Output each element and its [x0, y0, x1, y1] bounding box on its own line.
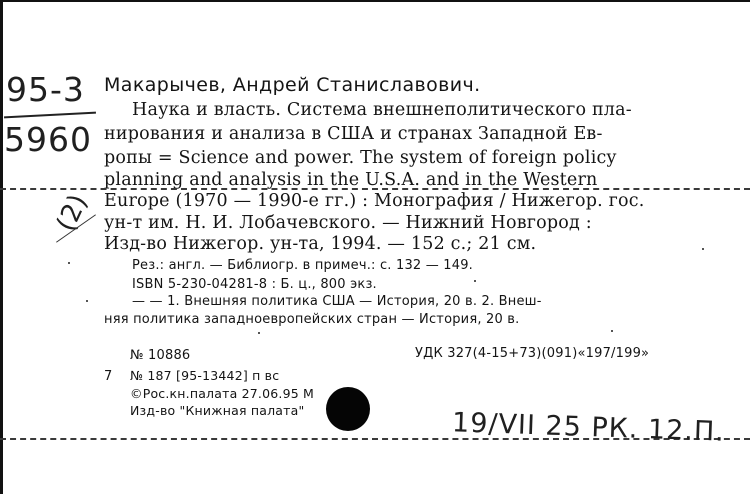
scan-speck [258, 332, 260, 334]
scan-speck [702, 248, 704, 250]
card-number: № 10886 [130, 348, 191, 363]
punch-hole [326, 387, 370, 431]
scan-edge-top [0, 0, 750, 2]
scan-speck [611, 330, 613, 332]
call-number-bottom: 5960 [4, 120, 92, 159]
description-line-6: ун-т им. Н. И. Лобачевского. — Нижний Новгород : [104, 213, 592, 233]
margin-mark: (2) [51, 189, 94, 237]
call-number-top: 95-3 [6, 70, 85, 109]
left-digit: 7 [104, 369, 113, 384]
subject-line-1: — — 1. Внешняя политика США — История, 20 в. 2. Внеш- [132, 294, 542, 309]
description-line-4: planning and analysis in the U.S.A. and in the Western [104, 170, 598, 190]
description-line-7: Изд-во Нижегор. ун-та, 1994. — 152 с.; 21 см. [104, 234, 537, 254]
udc-code: УДК 327(4-15+73)(091)«197/199» [415, 346, 650, 361]
publisher-line: Изд-во "Книжная палата" [130, 403, 305, 418]
author-heading: Макарычев, Андрей Станиславович. [104, 74, 481, 96]
description-line-3: ропы = Science and power. The system of foreign policy [104, 148, 617, 168]
scan-edge-left [0, 0, 3, 494]
description-line-2: нирования и анализа в США и странах Западной Ев- [104, 124, 603, 144]
description-line-5: Europe (1970 — 1990-е гг.) : Монография / Нижегор. гос. [104, 191, 645, 211]
chamber-line: ©Рос.кн.палата 27.06.95 М [130, 386, 315, 401]
scan-speck [68, 262, 70, 264]
handwritten-date: 19/VII 25 РК. 12.П. [451, 407, 726, 448]
isbn-note: ISBN 5-230-04281-8 : Б. ц., 800 экз. [132, 277, 377, 292]
summary-note: Рез.: англ. — Библиогр. в примеч.: с. 132 — 149. [132, 258, 473, 273]
scan-speck [474, 280, 476, 282]
description-line-1: Наука и власть. Система внешнеполитического пла- [132, 100, 632, 120]
call-number-divider [4, 112, 96, 119]
subject-line-2: няя политика западноевропейских стран — История, 20 в. [104, 312, 520, 327]
guide-rule-upper [0, 188, 750, 190]
scan-speck [86, 300, 88, 302]
registration-line: № 187 [95-13442] п вс [130, 368, 280, 383]
